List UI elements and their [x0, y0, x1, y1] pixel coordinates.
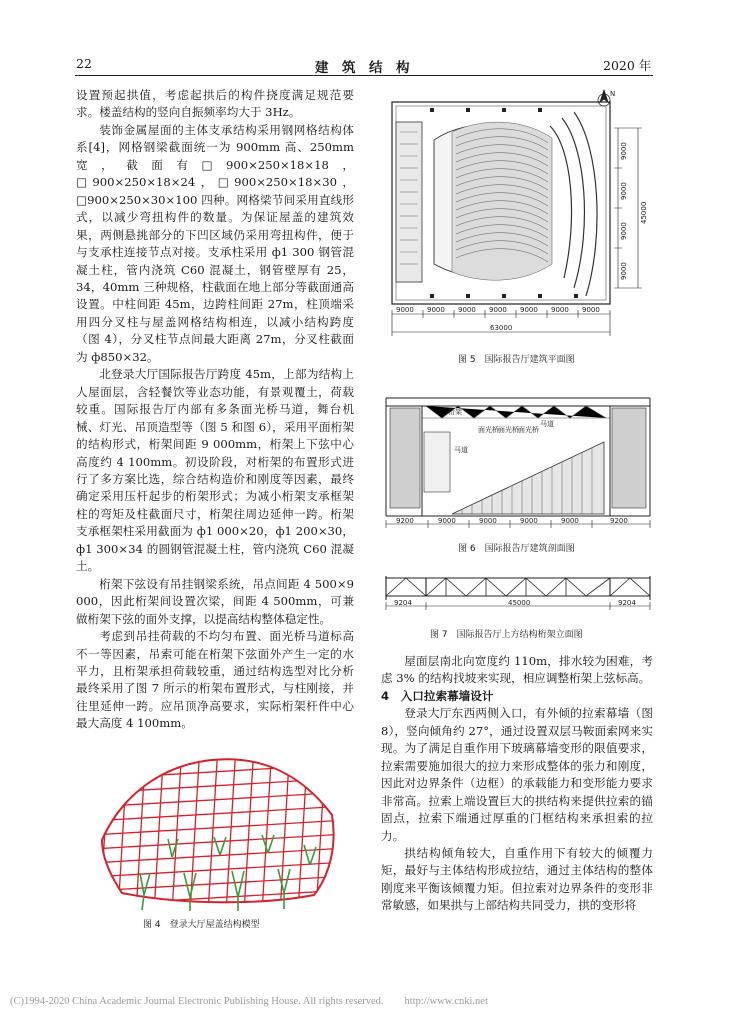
dim-label: 9000	[520, 517, 538, 525]
dim-label: 9000	[620, 182, 628, 200]
dim-label: 9000	[396, 306, 414, 314]
paragraph: 考虑到吊挂荷载的不均匀布置、面光桥马道标高不一等因素，吊索可能在桁架下弦面外产生一定的水平力，且桁架承担荷载较重，通过结构选型对比分析最终采用了图 7 所示的桁架布置形式，与柱刚接，并往里延伸一跨。应吊顶净高要求，实际桁架杆件中心最大高度 4 100mm。	[76, 629, 354, 731]
section-heading: 4 入口拉索幕墙设计	[381, 688, 494, 703]
dim-label: 9000	[620, 222, 628, 240]
right-column-text	[381, 653, 653, 915]
year: 2020 年	[603, 58, 652, 73]
dim-label: 9000	[458, 306, 476, 314]
dim-label: 9000	[582, 306, 600, 314]
dim-total: 45000	[640, 201, 648, 224]
fig7-truss-elevation	[382, 572, 654, 616]
paragraph: 拱结构倾角较大，自重作用下有较大的倾覆力矩，最好与主体结构形成拉结，通过主体结构的整体刚度来平衡该倾覆力矩。但拉索对边界条件的变形非常敏感，如果拱与上部结构共同受力，拱的变形将	[381, 845, 653, 913]
journal-name: 建 筑 结 构	[315, 60, 410, 76]
paragraph: 桁架下弦设有吊挂钢梁系统，吊点间距 4 500×9 000，因此桁架间设置次梁，间距 4 500mm，可兼做桁架下弦的面外支撑，以提高结构整体稳定性。	[76, 576, 354, 626]
paragraph: 屋面层南北向宽度约 110m，排水较为困难，考虑 3% 的结构找坡来实现，相应调整桁架上弦标高。	[381, 654, 653, 686]
dim-label: 9000	[561, 517, 579, 525]
dim-label: 9000	[427, 306, 445, 314]
dim-label: 9204	[394, 599, 412, 607]
dim-label: 9000	[438, 517, 456, 525]
fig5-caption: 图 5 国际报告厅建筑平面图	[458, 355, 575, 365]
fig7-caption: 图 7 国际报告厅上方结构桁架立面图	[430, 630, 583, 640]
dim-label: 45000	[508, 599, 531, 607]
copyright-footer: (C)1994-2020 China Academic Journal Electronic Publishing House. All rights reserved. http://www.cnki.net	[10, 996, 488, 1007]
dim-label: 9000	[479, 517, 497, 525]
dim-label: 9200	[610, 517, 628, 525]
label-catwalk: 面光桥	[478, 426, 499, 434]
left-column	[76, 87, 354, 733]
fig6-section	[382, 392, 654, 532]
fig5-floor-plan	[382, 88, 654, 350]
page-number: 22	[76, 56, 92, 71]
label-catwalk: 面光桥	[518, 426, 539, 434]
paragraph: 登录大厅东西两侧入口，有外倾的拉索幕墙（图 8），竖向倾角约 27°，通过设置双层马鞍面索网来实现。为了满足自重作用下玻璃幕墙变形的限值要求，拉索需要施加很大的拉力来形成整体的张力和刚度，因此对边界条件（边框）的承载能力和变形能力要求非常高。拉索上端设置巨大的拱结构来提供拉索的锚固点，拉索下端通过厚重的门框结构来承担索的拉力。	[381, 706, 653, 843]
paragraph: 设置预起拱值，考虑起拱后的构件挠度满足规范要求。楼盖结构的竖向自振频率均大于 3Hz。	[76, 88, 354, 120]
fig4-caption: 图 4 登录大厅屋盖结构模型	[143, 920, 260, 930]
fig6-caption: 图 6 国际报告厅建筑剖面图	[458, 544, 575, 554]
fig4-roof-model	[92, 745, 347, 913]
dim-label: 9000	[620, 142, 628, 160]
header-rule	[75, 75, 653, 76]
label-catwalk: 面光桥	[498, 426, 519, 434]
dim-label: 9000	[620, 262, 628, 280]
paragraph: 北登录大厅国际报告厅跨度 45m，上部为结构上人屋面层，含轻餐饮等业态功能，有景观覆土，荷载较重。国际报告厅内部有多条面光桥马道，舞台机械、灯光、吊顶造型等（图 5 和图 6），采用平面桁架的结构形式，桁架间距 9 000mm，桁架上下弦中心高度约 4 100mm。初设阶段，对桁架的布置形式进行了多方案比选，综合结构造价和刚度等因素，最终确定采用压杆起步的桁架形式；为减小桁架支承框架柱的弯矩及柱截面尺寸，桁架往周边延伸一跨。桁架支承框架柱采用截面为 ф1 000×20，ф1 200×30，ф1 300×34 的圆钢管混凝土柱，管内浇筑 C60 混凝土。	[76, 367, 354, 574]
dim-label: 9200	[396, 517, 414, 525]
north-arrow-label: N	[610, 90, 616, 98]
dim-label: 9204	[618, 599, 636, 607]
dim-label: 9000	[489, 306, 507, 314]
label-walkway: 马道	[454, 446, 468, 454]
dim-total: 63000	[490, 324, 513, 332]
truss-label: 桁架	[448, 408, 462, 416]
dim-label: 9000	[520, 306, 538, 314]
label-walkway: 马道	[540, 420, 554, 428]
paragraph: 装饰金属屋面的主体支承结构采用钢网格结构体系[4]，网格钢梁截面统一为 900mm 高、250mm 宽，截面有□900×250×18×18，□900×250×18×24，□900×250×18×30，□900×250×30×100 四种。网格梁节间采用直线形式，以减少弯扭构件的数量。为保证屋盖的建筑效果，两侧悬挑部分的下凹区域仍采用弯扭构件，便于与支承柱连接节点对接。支承柱采用 ф1 300 钢管混凝土柱，管内浇筑 C60 混凝土，钢管壁厚有 25，34，40mm 三种规格，柱截面在地上部分等截面通高设置。中柱间距 45m，边跨柱间距 27m，柱顶端采用四分叉柱与屋盖网格结构相连，以减小结构跨度（图 4），分叉柱节点间最大距离 27m，分叉柱截面为 ф850×32。	[76, 122, 354, 364]
dim-label: 9000	[551, 306, 569, 314]
